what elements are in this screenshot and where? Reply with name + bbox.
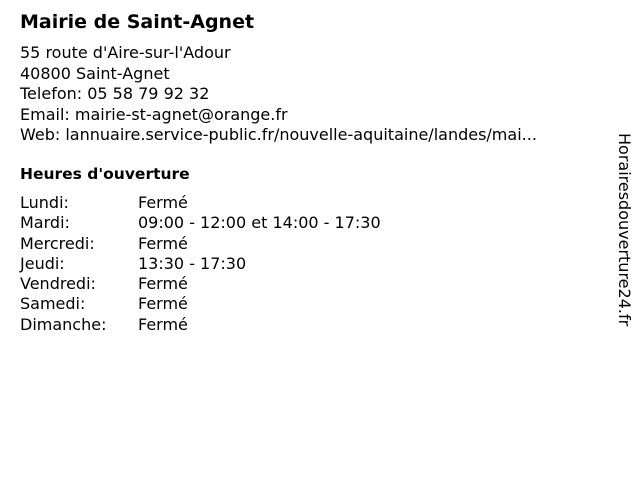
day-hours: 09:00 - 12:00 et 14:00 - 17:30	[138, 213, 381, 233]
phone-number[interactable]: Telefon: 05 58 79 92 32	[20, 84, 210, 103]
website-label: Web:	[20, 125, 66, 144]
hours-row-friday	[20, 274, 381, 294]
hours-row-thursday	[20, 254, 381, 274]
hours-row-sunday	[20, 315, 381, 335]
hours-row-tuesday	[20, 213, 381, 233]
opening-hours-heading: Heures d'ouverture	[20, 165, 190, 183]
day-label: Mardi:	[20, 213, 70, 233]
opening-hours-table	[20, 193, 381, 335]
address-block	[20, 43, 592, 146]
day-label: Dimanche:	[20, 314, 107, 334]
hours-row-saturday	[20, 294, 381, 314]
day-label: Lundi:	[20, 193, 69, 212]
day-hours: Fermé	[138, 294, 188, 314]
hours-row-monday	[20, 193, 381, 213]
day-label: Vendredi:	[20, 274, 96, 294]
postal-city: 40800 Saint-Agnet	[20, 63, 170, 83]
day-label: Jeudi:	[20, 253, 65, 273]
website-line	[20, 125, 592, 146]
hours-row-wednesday	[20, 234, 381, 254]
day-hours: Fermé	[138, 314, 188, 334]
brand-watermark: Horairesdouverture24.fr	[615, 133, 634, 327]
day-label: Samedi:	[20, 294, 86, 314]
day-hours: Fermé	[138, 193, 188, 212]
website-link[interactable]: lannuaire.service-public.fr/nouvelle-aquitaine/landes/mai...	[65, 125, 537, 144]
day-label: Mercredi:	[20, 233, 95, 253]
page-title: Mairie de Saint-Agnet	[20, 11, 255, 33]
day-hours: 13:30 - 17:30	[138, 253, 247, 273]
email-address[interactable]: Email: mairie-st-agnet@orange.fr	[20, 104, 288, 124]
day-hours: Fermé	[138, 274, 188, 294]
street-address: 55 route d'Aire-sur-l'Adour	[20, 43, 231, 62]
day-hours: Fermé	[138, 233, 188, 253]
